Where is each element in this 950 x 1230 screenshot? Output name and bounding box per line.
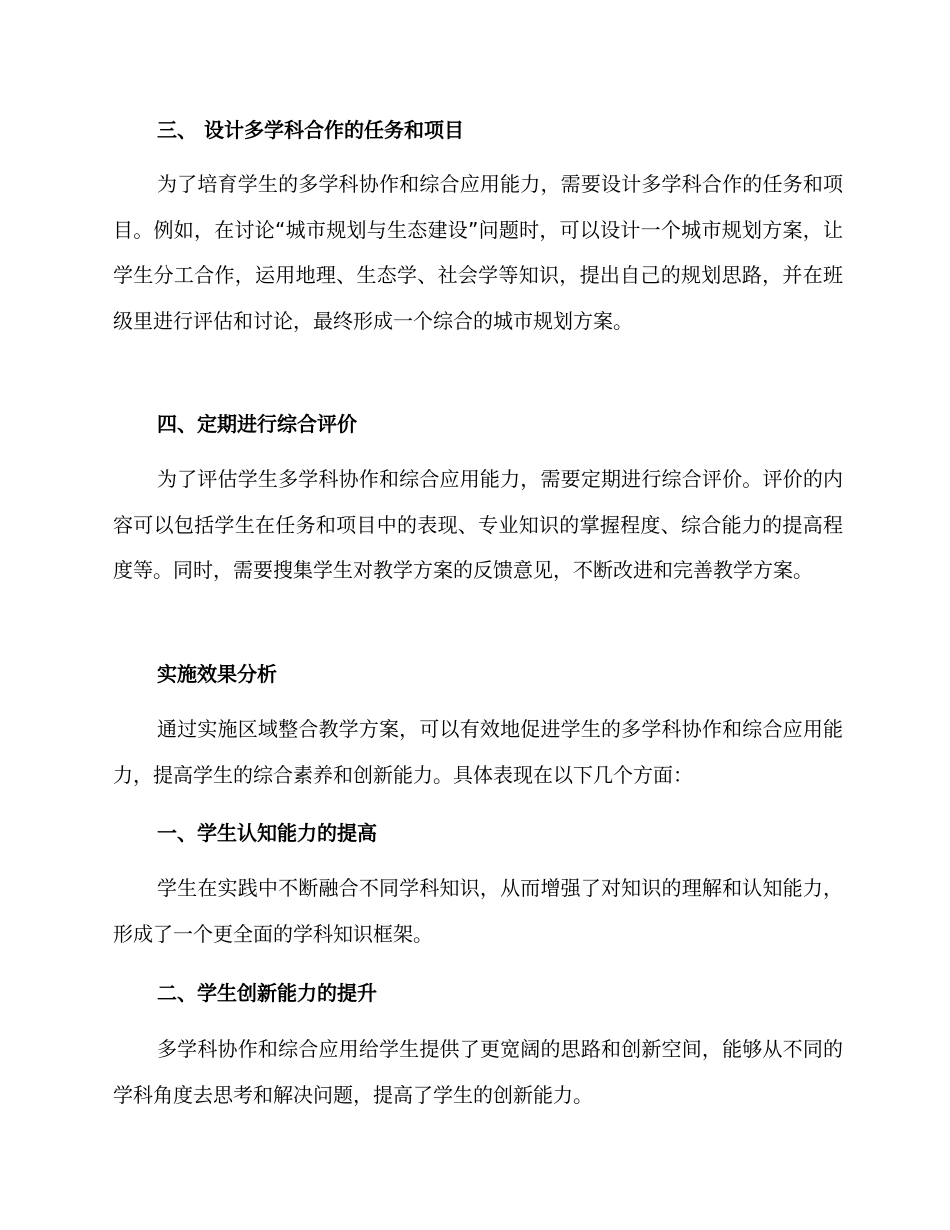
section-paragraph-effect-analysis: 通过实施区域整合教学方案，可以有效地促进学生的多学科协作和综合应用能力，提高学生的综合素养和创新能力。具体表现在以下几个方面：: [113, 717, 843, 787]
section-paragraph-2: 多学科协作和综合应用给学生提供了更宽阔的思路和创新空间，能够从不同的学科角度去思考和解决问题，提高了学生的创新能力。: [113, 1037, 843, 1107]
section-heading-2: 二、学生创新能力的提升: [157, 981, 377, 1005]
section-paragraph-3: 为了培育学生的多学科协作和综合应用能力，需要设计多学科合作的任务和项目。例如，在讨论“城市规划与生态建设”问题时，可以设计一个城市规划方案，让学生分工合作，运用地理、生态学、社会学等知识，提出自己的规划思路，并在班级里进行评估和讨论，最终形成一个综合的城市规划方案。: [113, 172, 843, 333]
section-paragraph-1: 学生在实践中不断融合不同学科知识，从而增强了对知识的理解和认知能力，形成了一个更全面的学科知识框架。: [113, 876, 843, 946]
section-heading-effect-analysis: 实施效果分析: [157, 662, 277, 686]
section-heading-3: 三、 设计多学科合作的任务和项目: [157, 118, 464, 142]
section-heading-4: 四、定期进行综合评价: [157, 412, 357, 436]
section-paragraph-4: 为了评估学生多学科协作和综合应用能力，需要定期进行综合评价。评价的内容可以包括学生在任务和项目中的表现、专业知识的掌握程度、综合能力的提高程度等。同时，需要搜集学生对教学方案的反馈意见，不断改进和完善教学方案。: [113, 467, 843, 582]
section-heading-1: 一、学生认知能力的提高: [157, 821, 377, 845]
